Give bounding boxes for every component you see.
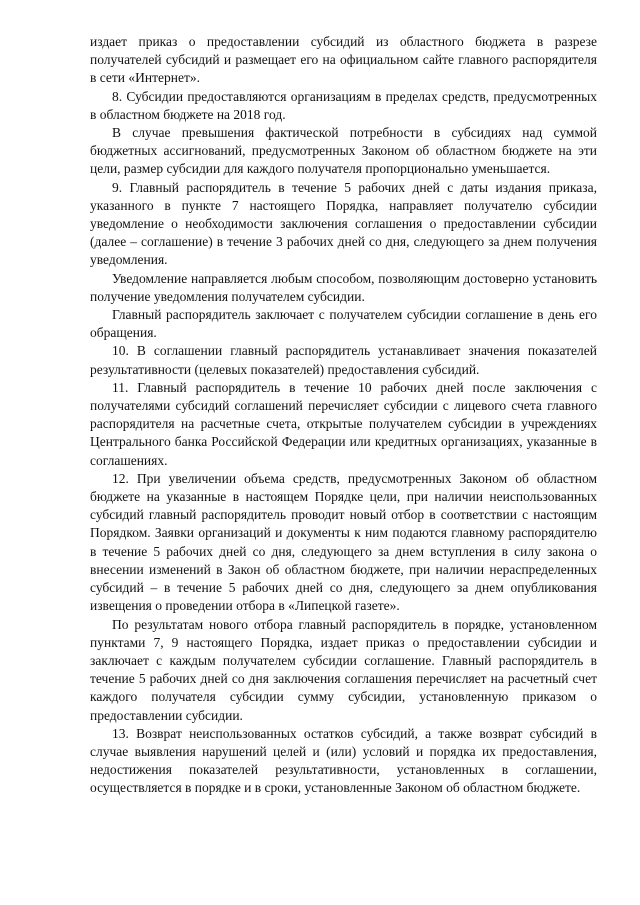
paragraph-agreement-day: Главный распорядитель заключает с получателем субсидии соглашение в день его обращения. (90, 307, 597, 341)
paragraph-item-8: 8. Субсидии предоставляются организациям в пределах средств, предусмотренных в областном бюджете на 2018 год. (90, 88, 597, 122)
document-body (90, 33, 597, 798)
paragraph-order-publication: издает приказ о предоставлении субсидий из областного бюджета в разрезе получателей субсидий и размещает его на официальном сайте главного распорядителя в сети «Интернет». (90, 34, 597, 86)
paragraph-item-9: 9. Главный распорядитель в течение 5 рабочих дней с даты издания приказа, указанного в пункте 7 настоящего Порядка, направляет получателю субсидии уведомление о необходимости заключения соглашения о предоставлении субсидии (далее – соглашение) в течение 3 рабочих дней со дня, следующего за днем получения уведомления. (90, 179, 597, 268)
paragraph-item-10: 10. В соглашении главный распорядитель устанавливает значения показателей результативности (целевых показателей) предоставления субсидий. (90, 343, 597, 377)
paragraph-item-11: 11. Главный распорядитель в течение 10 рабочих дней после заключения с получателями субсидий соглашений перечисляет субсидии с лицевого счета главного распорядителя на расчетные счета, открытые получателем субсидии в учреждениях Центрального банка Российской Федерации или кредитных организациях, указанные в соглашениях. (90, 379, 597, 468)
paragraph-item-12: 12. При увеличении объема средств, предусмотренных Законом об областном бюджете на указанные в настоящем Порядке цели, при наличии неиспользованных субсидий главный распорядитель проводит новый отбор в соответствии с настоящим Порядком. Заявки организаций и документы к ним подаются главному распорядителю в течение 5 рабочих дней со дня, следующего за днем вступления в силу закона о внесении изменений в Закон об областном бюджете, при наличии нераспределенных субсидий – в течение 5 рабочих дней со дня, следующего за днем опубликования извещения о проведении отбора в «Липецкой газете». (90, 470, 597, 614)
paragraph-notification-method: Уведомление направляется любым способом, позволяющим достоверно установить получение уведомления получателем субсидии. (90, 270, 597, 304)
paragraph-item-13: 13. Возврат неиспользованных остатков субсидий, а также возврат субсидий в случае выявления нарушений целей и (или) условий и порядка их предоставления, недостижения показателей результативности, установленных в соглашении, осуществляется в порядке и в сроки, установленные Законом об областном бюджете. (90, 725, 597, 796)
paragraph-new-selection-results: По результатам нового отбора главный распорядитель в порядке, установленном пунктами 7, 9 настоящего Порядка, издает приказ о предоставлении субсидии и заключает с каждым получателем субсидии соглашение. Главный распорядитель в течение 5 рабочих дней со дня заключения соглашения перечисляет на расчетный счет каждого получателя субсидии сумму субсидии, установленную приказом о предоставлении субсидии. (90, 616, 597, 723)
paragraph-excess-demand: В случае превышения фактической потребности в субсидиях над суммой бюджетных ассигнований, предусмотренных Законом об областном бюджете на эти цели, размер субсидии для каждого получателя пропорционально уменьшается. (90, 125, 597, 177)
